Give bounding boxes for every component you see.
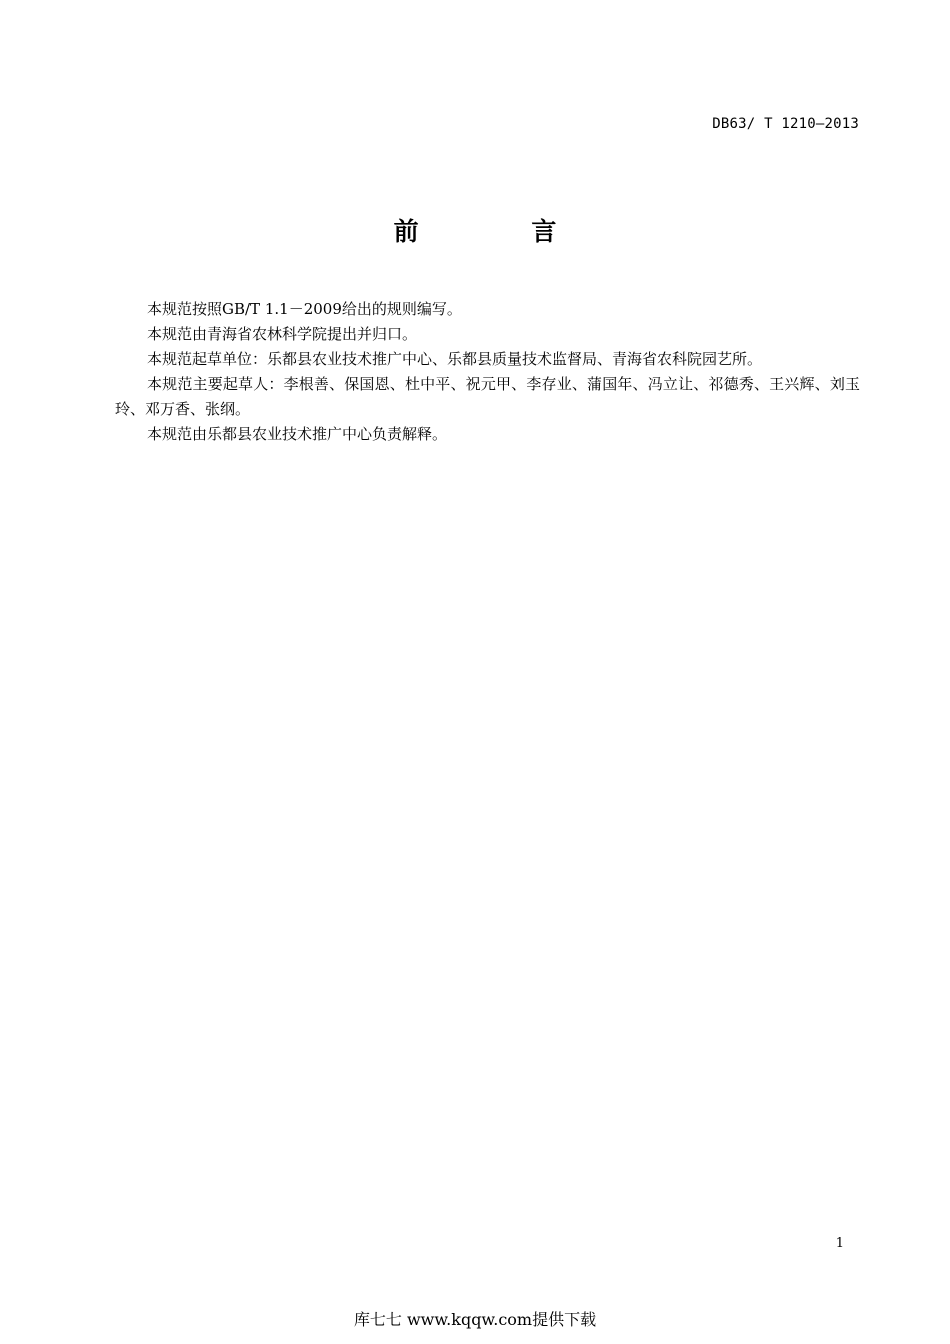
foreword-body	[115, 297, 860, 447]
page-title: 前 言	[393, 217, 609, 246]
paragraph-proposer: 本规范由青海省农林科学院提出并归口。	[147, 325, 418, 343]
paragraph-interpretation: 本规范由乐都县农业技术推广中心负责解释。	[147, 425, 448, 443]
page-number: 1	[835, 1236, 844, 1251]
footer-watermark: 库七七 www.kqqw.com提供下载	[353, 1310, 597, 1329]
document-code: DB63/ T 1210—2013	[712, 116, 859, 132]
paragraph-drafting-rules: 本规范按照GB/T 1.1－2009给出的规则编写。	[147, 300, 462, 318]
paragraph-drafting-units: 本规范起草单位：乐都县农业技术推广中心、乐都县质量技术监督局、青海省农科院园艺所。	[147, 350, 763, 368]
paragraph-drafters: 本规范主要起草人：李根善、保国恩、杜中平、祝元甲、李存业、蒲国年、冯立让、祁德秀、王兴辉、刘玉玲、邓万香、张纲。	[115, 375, 860, 418]
